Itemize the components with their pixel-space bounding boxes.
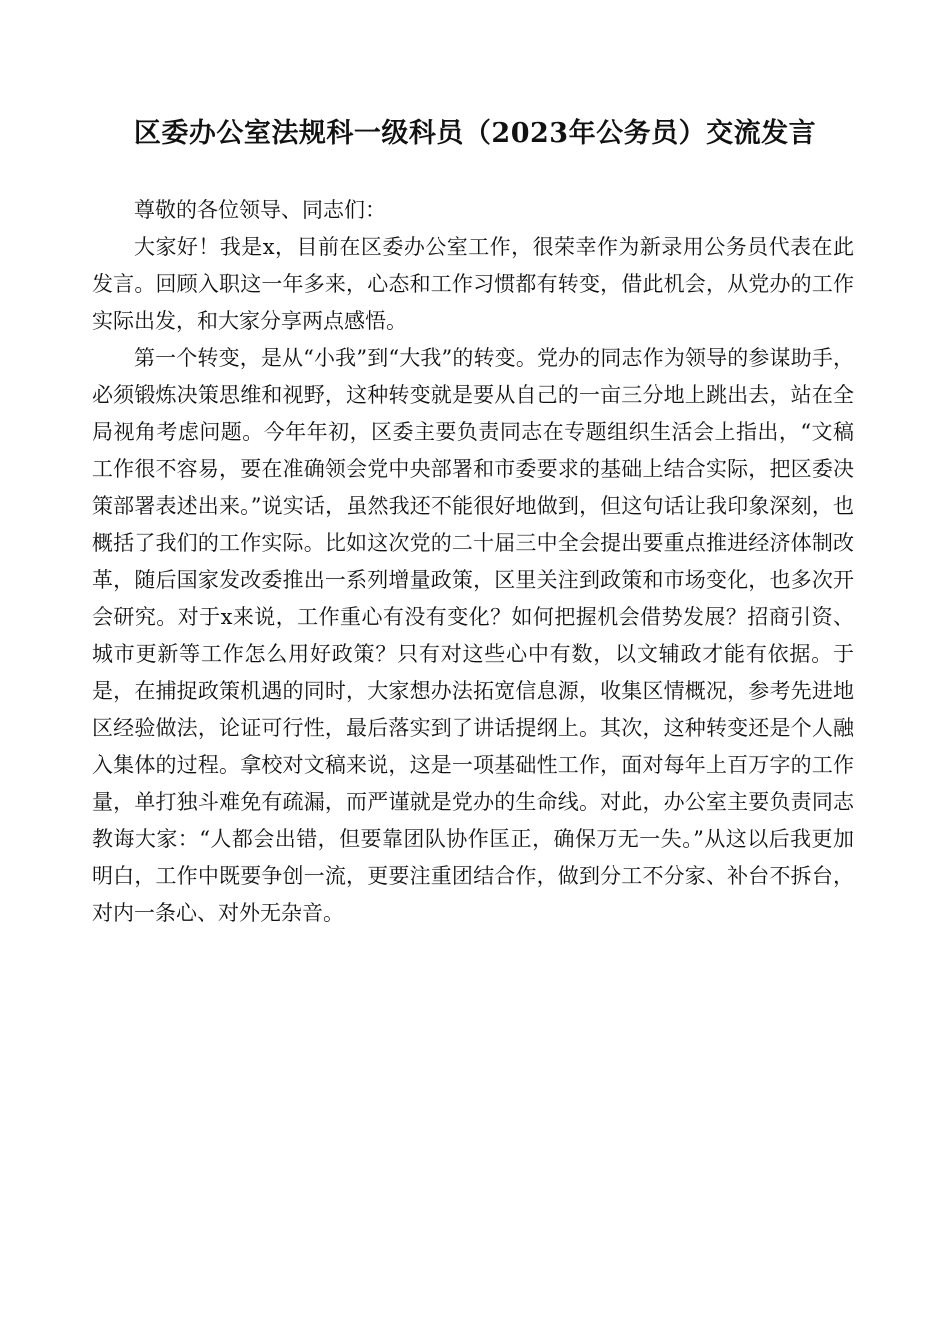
document-body — [92, 192, 854, 932]
document-title: 区委办公室法规科一级科员（2023年公务员）交流发言 — [133, 118, 817, 149]
paragraph-intro: 大家好！我是x，目前在区委办公室工作，很荣幸作为新录用公务员代表在此发言。回顾入职这一年多来，心态和工作习惯都有转变，借此机会，从党办的工作实际出发，和大家分享两点感悟。 — [92, 235, 854, 333]
salutation: 尊敬的各位领导、同志们： — [134, 198, 386, 222]
paragraph-first-transformation: 第一个转变，是从“小我”到“大我”的转变。党办的同志作为领导的参谋助手，必须锻炼决策思维和视野，这种转变就是要从自己的一亩三分地上跳出去，站在全局视角考虑问题。今年年初，区委主要负责同志在专题组织生活会上指出，“文稿工作很不容易，要在准确领会党中央部署和市委要求的基础上结合实际，把区委决策部署表述出来。”说实话，虽然我还不能很好地做到，但这句话让我印象深刻，也概括了我们的工作实际。比如这次党的二十届三中全会提出要重点推进经济体制改革，随后国家发改委推出一系列增量政策，区里关注到政策和市场变化，也多次开会研究。对于x来说，工作重心有没有变化？如何把握机会借势发展？招商引资、城市更新等工作怎么用好政策？只有对这些心中有数，以文辅政才能有依据。于是，在捕捉政策机遇的同时，大家想办法拓宽信息源，收集区情概况，参考先进地区经验做法，论证可行性，最后落实到了讲话提纲上。其次，这种转变还是个人融入集体的过程。拿校对文稿来说，这是一项基础性工作，面对每年上百万字的工作量，单打独斗难免有疏漏，而严谨就是党办的生命线。对此，办公室主要负责同志教诲大家：“人都会出错，但要靠团队协作匡正，确保万无一失。”从这以后我更加明白，工作中既要争创一流，更要注重团结合作，做到分工不分家、补台不拆台，对内一条心、对外无杂音。 — [92, 346, 854, 925]
